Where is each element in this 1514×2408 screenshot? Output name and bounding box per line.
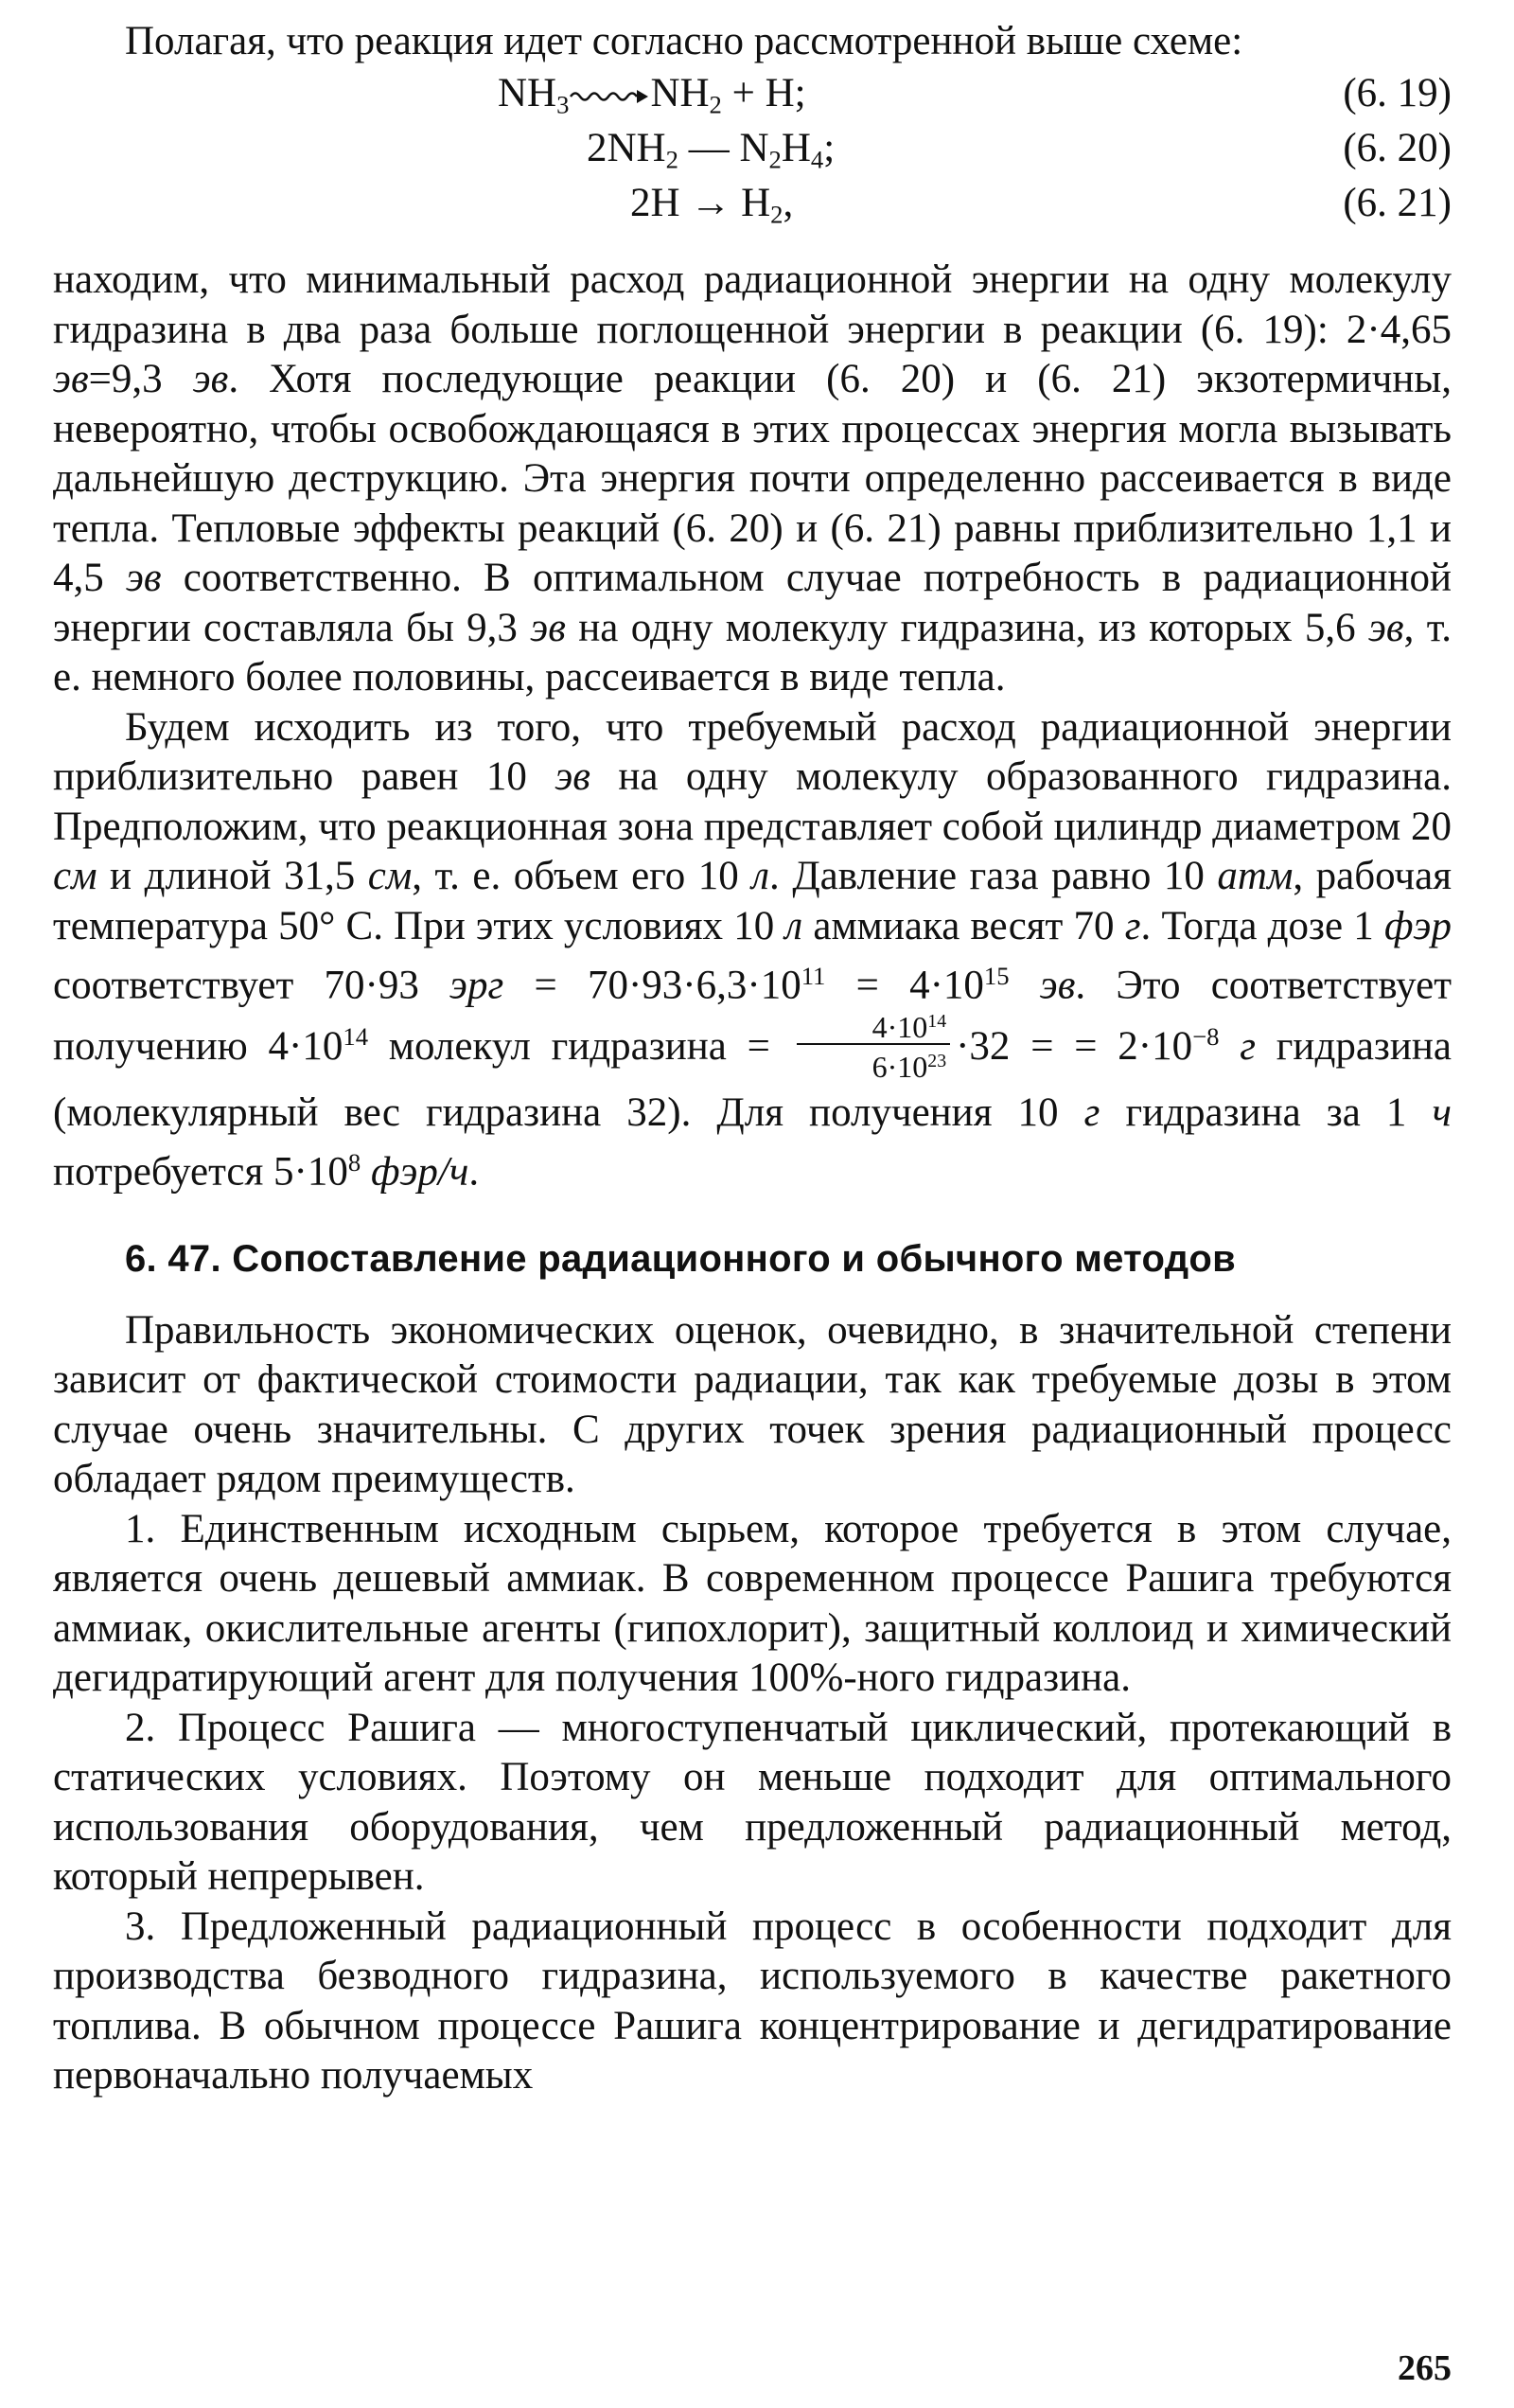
paragraph-3: Правильность экономических оценок, очевидно, в значительной степени зависит от фактической стоимости радиации, так как требуемые дозы в этом случае очень значительны. С других точек зрения радиационный процесс обладает рядом преимуществ. [53, 1307, 1452, 1502]
equation-formula: $2H \to H_2$, [630, 181, 794, 229]
equation-6-21 [53, 176, 1452, 231]
equation-number: (6. 19) [1343, 71, 1452, 115]
equation-6-19 [53, 66, 1452, 121]
section-heading: 6. 47. Сопоставление радиационного и обычного методов [125, 1237, 1237, 1280]
equation-number: (6. 21) [1343, 181, 1452, 225]
wavy-arrow-icon [569, 87, 650, 106]
paragraph-1: находим, что минимальный расход радиационной энергии на одну молекулу гидразина в два раза больше поглощенной энергии в реакции (6. 19): 2·4,65 эв=9,3 эв. Хотя последующие реакции (6. 20) и (6. 21) экзотермичны, невероятно, чтобы освобождающаяся в этих процессах энергия могла вызывать дальнейшую деструкцию. Эта энергия почти определенно рассеивается в виде тепла. Тепловые эффекты реакций (6. 20) и (6. 21) равны приблизительно 1,1 и 4,5 эв соответственно. В оптимальном случае потребность в радиационной энергии составляла бы 9,3 эв на одну молекулу гидразина, из которых 5,6 эв, т. е. немного более половины, рассеивается в виде тепла. [53, 257, 1452, 699]
paragraph-6: 3. Предложенный радиационный процесс в особенности подходит для производства безводного гидразина, используемого в качестве ракетного топлива. В обычном процессе Рашига концентрирование и дегидратирование первоначально получаемых [53, 1903, 1452, 2098]
paragraph-4: 1. Единственным исходным сырьем, которое требуется в этом случае, является очень дешевый аммиак. В современном процессе Рашига требуются аммиак, окислительные агенты (гипохлорит), защитный коллоид и химический дегидратирующий агент для получения 100%-ного гидразина. [53, 1506, 1452, 1701]
page-number: 265 [1398, 2348, 1452, 2388]
equation-formula: $NH_3$ $NH_2 + H$; [498, 71, 806, 119]
paragraph-2: Будем исходить из того, что требуемый расход радиационной энергии приблизительно равен 10 эв на одну молекулу образованного гидразина. Предположим, что реакционная зона представляет собой цилиндр диаметром 20 см и длиной 31,5 см, т. е. объем его 10 л. Давление газа равно 10 атм, рабочая температура 50° С. При этих условиях 10 л аммиака весят 70 г. Тогда дозе 1 фэр соответствует 70·93 эрг = $70\cdot 93\cdot 6,3\cdot 10^{11} = 4\cdot 10^{15}$ эв. Это соответствует получению $4\cdot 10^{14}$ молекул гидразина = $\frac{4\cdot 10^{14}}{6\cdot 10^{23}}$ ·32 = = $2\cdot 10^{-8}$ г гидразина (молекулярный вес гидразина 32). Для получения 10 г гидразина за 1 ч потребуется $5\cdot 10^8$ фэр/ч. [53, 704, 1452, 1195]
equation-6-20 [53, 121, 1452, 176]
paragraph-5: 2. Процесс Рашига — многоступенчатый циклический, протекающий в статических условиях. Поэтому он меньше подходит для оптимального использования оборудования, чем предложенный радиационный метод, который непрерывен. [53, 1705, 1452, 1900]
equation-formula: $2NH_2$ — $N_2H_4$; [587, 126, 836, 174]
intro-text: Полагая, что реакция идет согласно рассмотренной выше схеме: [125, 19, 1243, 63]
page-body [53, 17, 1452, 2101]
fraction: $\frac{4\cdot 10^{14}}{6\cdot 10^{23}}$ [797, 1005, 950, 1083]
equation-number: (6. 20) [1343, 126, 1452, 170]
